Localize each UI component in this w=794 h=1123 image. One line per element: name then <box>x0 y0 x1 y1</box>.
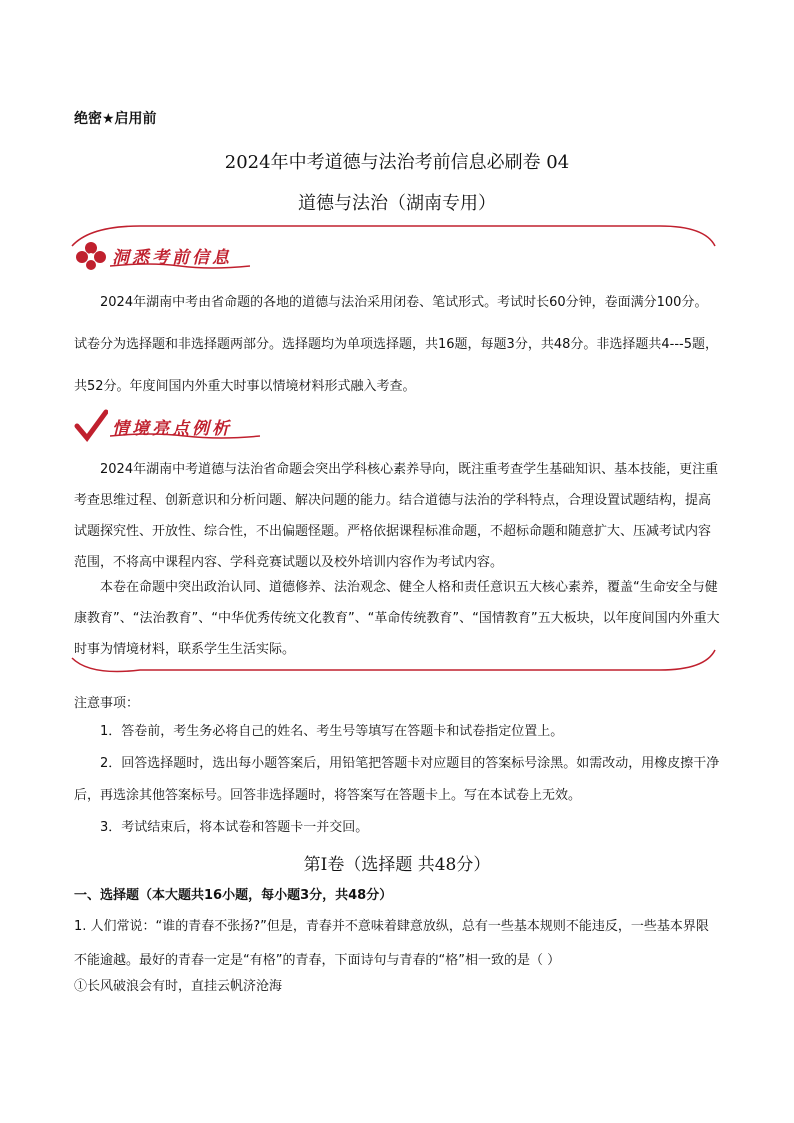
notice-title: 注意事项： <box>74 696 140 711</box>
notice-item-2: 2．回答选择题时，选出每小题答案后，用铅笔把答题卡对应题目的答案标号涂黑。如需改动，用橡皮擦干净后，再选涂其他答案标号。回答非选择题时，将答案写在答题卡上。写在本试卷上无效。 <box>74 756 720 803</box>
banner-highlights-label: 情境亮点例析 <box>112 418 232 439</box>
notice-item-3: 3．考试结束后，将本试卷和答题卡一并交回。 <box>100 820 369 835</box>
banner-underline <box>110 432 260 440</box>
exam-info-paragraph: 2024年湖南中考由省命题的各地的道德与法治采用闭卷、笔试形式。考试时长60分钟，卷面满分100分。试卷分为选择题和非选择题两部分。选择题均为单项选择题，共16题，每题3分，共48分。非选择题共4---5题，共52分。年度间国内外重大时事以情境材料形式融入考查。 <box>74 295 718 394</box>
exam-title: 2024年中考道德与法治考前信息必刷卷 04 <box>224 152 570 173</box>
checkmark-icon <box>74 408 108 444</box>
banner-underline <box>110 262 250 270</box>
highlight-paragraph-2: 本卷在命题中突出政治认同、道德修养、法治观念、健全人格和责任意识五大核心素养，覆盖“生命安全与健康教育”、“法治教育”、“中华优秀传统文化教育”、“革命传统教育”、“国情教育”五大板块，以年度间国内外重大时事为情境材料，联系学生生活实际。 <box>74 580 720 657</box>
section-title: 第Ⅰ卷（选择题 共48分） <box>303 855 491 875</box>
question-1: 1. 人们常说：“谁的青春不张扬?”但是，青春并不意味着肆意放纵，总有一些基本规则不能违反，一些基本界限不能逾越。最好的青春一定是“有格”的青春，下面诗句与青春的“格”相一致的是（ ） <box>74 919 709 968</box>
section-subtitle: 一、选择题（本大题共16小题，每小题3分，共48分） <box>74 888 393 903</box>
question-1-option-1: ①长风破浪会有时，直挂云帆济沧海 <box>74 979 283 994</box>
notice-item-1: 1．答卷前，考生务必将自己的姓名、考生号等填写在答题卡和试卷指定位置上。 <box>100 724 564 739</box>
exam-subtitle: 道德与法治（湖南专用） <box>298 193 496 214</box>
highlight-paragraph-1: 2024年湖南中考道德与法治省命题会突出学科核心素养导向，既注重考查学生基础知识、基本技能，更注重考查思维过程、创新意识和分析问题、解决问题的能力。结合道德与法治的学科特点，合理设置试题结构，提高试题探究性、开放性、综合性，不出偏题怪题。严格依据课程标准命题，不超标命题和随意扩大、压减考试内容范围，不将高中课程内容、学科竞赛试题以及校外培训内容作为考试内容。 <box>74 462 719 570</box>
confidential-mark: 绝密★启用前 <box>74 111 157 127</box>
banner-exam-info-label: 洞悉考前信息 <box>112 247 232 268</box>
flower-icon <box>74 240 108 270</box>
